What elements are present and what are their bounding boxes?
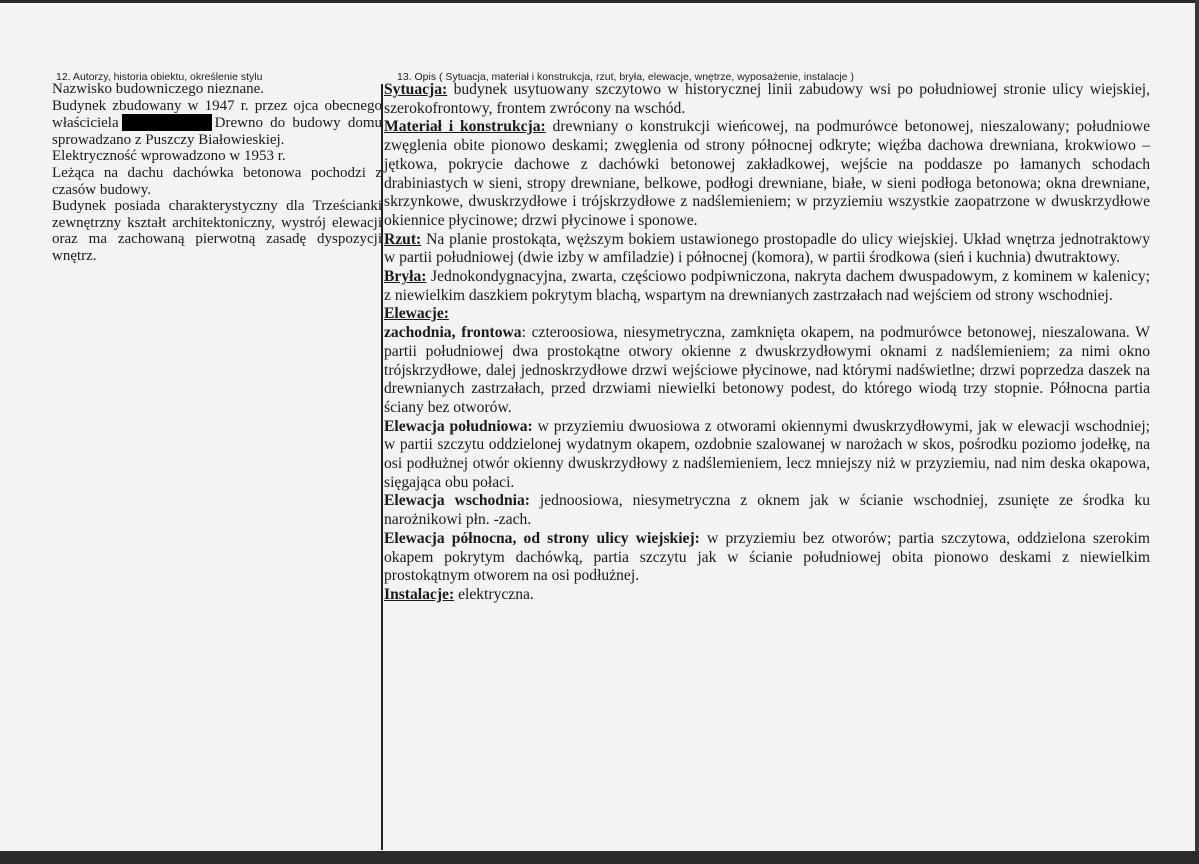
- history-paragraph: Leżąca na dachu dachówka betonowa pochodzi z czasów budowy.: [52, 164, 382, 198]
- section-instalacje: [384, 586, 1150, 605]
- section-text: Na planie prostokąta, węższym bokiem ustawionego prostopadle do ulicy wiejskiej. Układ wnętrza jednotraktowy w partii południowej (dwie izby w amfiladzie) i północnej (komora), w partii środkowa (sień i kuchnia) dwutraktowy.: [384, 230, 1150, 267]
- section-text: jednoosiowa, niesymetryczna z oknem jak w ścianie wschodniej, zsunięte ze środka ku narożnikowi płn. -zach.: [384, 492, 1150, 529]
- history-paragraph: Elektryczność wprowadzono w 1953 r.: [52, 148, 286, 165]
- section-12-heading: 12. Autorzy, historia obiektu, określenie stylu: [56, 71, 263, 83]
- redacted-name-box: [122, 114, 212, 131]
- section-label: Materiał i konstrukcja:: [384, 118, 546, 136]
- section-rzut: [384, 231, 1150, 268]
- section-label: Rzut:: [384, 230, 422, 248]
- section-label: Bryła:: [384, 268, 427, 286]
- section-13-heading: 13. Opis ( Sytuacja, materiał i konstrukcja, rzut, bryła, elewacje, wnętrze, wyposażenie, instalacje ): [397, 71, 854, 83]
- section-material: [384, 118, 1150, 230]
- scan-top-edge: [0, 0, 1199, 3]
- section-text: : czteroosiowa, niesymetryczna, zamknięta okapem, na podmurówce betonowej, nieszalowana. W partii południowej dwa prostokątne otwory okienne z dwuskrzydłowymi oknami z nadślemieniem; za nimi okno trójskrzydłowe, dalej jednoskrzydłowe drzwi wejściowe płycinowe, nad którymi nadświetlne; drzwi poprzedza daszek na drewnianych zastrzałach, przed drzwiami niewielki betonowy podest, do którego wiodą trzy stopnie. Północna partia ściany bez otworów.: [384, 324, 1150, 416]
- section-label: zachodnia, frontowa: [384, 324, 522, 342]
- history-text: Budynek zbudowany w 1947 r. przez ojca obecnego właściciela: [52, 97, 382, 132]
- section-label: Sytuacja:: [384, 81, 448, 98]
- section-text: w przyziemiu bez otworów; partia szczytowa, oddzielona szerokim okapem pokrytym dachówką, partia szczytu jak w ścianie południowej obita pionowo deskami z niewielkim prostokątnym otworem na osi podłużnej.: [384, 529, 1150, 585]
- description-column: [384, 81, 1150, 605]
- history-paragraph: Budynek posiada charakterystyczny dla Trześcianki zewnętrzny kształt architektoniczny, wystrój elewacji oraz ma zachowaną pierwotną zasadę dyspozycji wnętrz.: [52, 198, 382, 264]
- scan-bottom-edge: [0, 851, 1199, 864]
- section-bryla: [384, 268, 1150, 305]
- section-elewacja-poludniowa: [384, 418, 1150, 493]
- section-sytuacja: [384, 81, 1150, 118]
- section-label: Elewacja północna, od strony ulicy wiejskiej:: [384, 529, 700, 547]
- section-text: drewniany o konstrukcji wieńcowej, na podmurówce betonowej, nieszalowany; południowe zwęglenia obite pionowo deskami; zwęglenia od strony północnej odkryte; więźba dachowa drewniana, krokwiowo – jętkowa, pokrycie dachowe z dachówki betonowej zakładkowej, wejście na poddasze po łamanych schodach drabiniastych w sieni, stropy drewniane, belkowe, podłogi drewniane, białe, w sieni podłoga betonowa; okna drewniane, skrzynkowe, dwuskrzydłowe i trójskrzydłowe z nadślemieniem; w przyziemiu wszystkie zaopatrzone w dwuskrzydłowe okiennice płycinowe; drzwi płycinowe i sponowe.: [384, 118, 1150, 229]
- section-text: elektryczna.: [454, 585, 534, 603]
- history-paragraph: Nazwisko budowniczego nieznane.: [52, 81, 265, 97]
- section-elewacje: [384, 305, 1150, 324]
- section-label: Elewacja południowa:: [384, 417, 533, 435]
- history-paragraph: [52, 98, 382, 149]
- history-column: [52, 81, 382, 265]
- section-label: Elewacje:: [384, 305, 449, 323]
- section-label: Instalacje:: [384, 585, 455, 603]
- history-text: Drewno do budowy domu sprowadzano z Puszczy Białowieskiej.: [52, 115, 382, 148]
- section-elewacja-polnocna: [384, 530, 1150, 586]
- section-text: Jednokondygnacyjna, zwarta, częściowo podpiwniczona, nakryta dachem dwuspadowym, z kominem w kalenicy; z niewielkim daszkiem pokrytym blachą, wspartym na drewnianych zastrzałach nad wejściem od strony wschodniej.: [384, 268, 1150, 304]
- scan-right-edge: [1195, 0, 1199, 864]
- section-text: w przyziemiu dwuosiowa z otworami okiennymi dwuskrzydłowymi, jak w elewacji wschodniej; w partii szczytu oddzielonej wydatnym okapem, ozdobnie szalowanej w narożach w skos, pośrodku poziomo jodełkę, na osi podłużnej otwór okienny dwuskrzydłowy z nadślemieniem, lecz mniejszy niż w przyziemiu, nad nim deska okapowa, sięgająca obu połaci.: [384, 417, 1150, 491]
- section-elewacja-zachodnia: [384, 324, 1150, 418]
- section-label: Elewacja wschodnia:: [384, 492, 530, 510]
- section-elewacja-wschodnia: [384, 492, 1150, 529]
- section-text: budynek usytuowany szczytowo w historycznej linii zabudowy wsi po południowej stronie ulicy wiejskiej, szerokofrontowy, frontem zwrócony na wschód.: [384, 81, 1150, 117]
